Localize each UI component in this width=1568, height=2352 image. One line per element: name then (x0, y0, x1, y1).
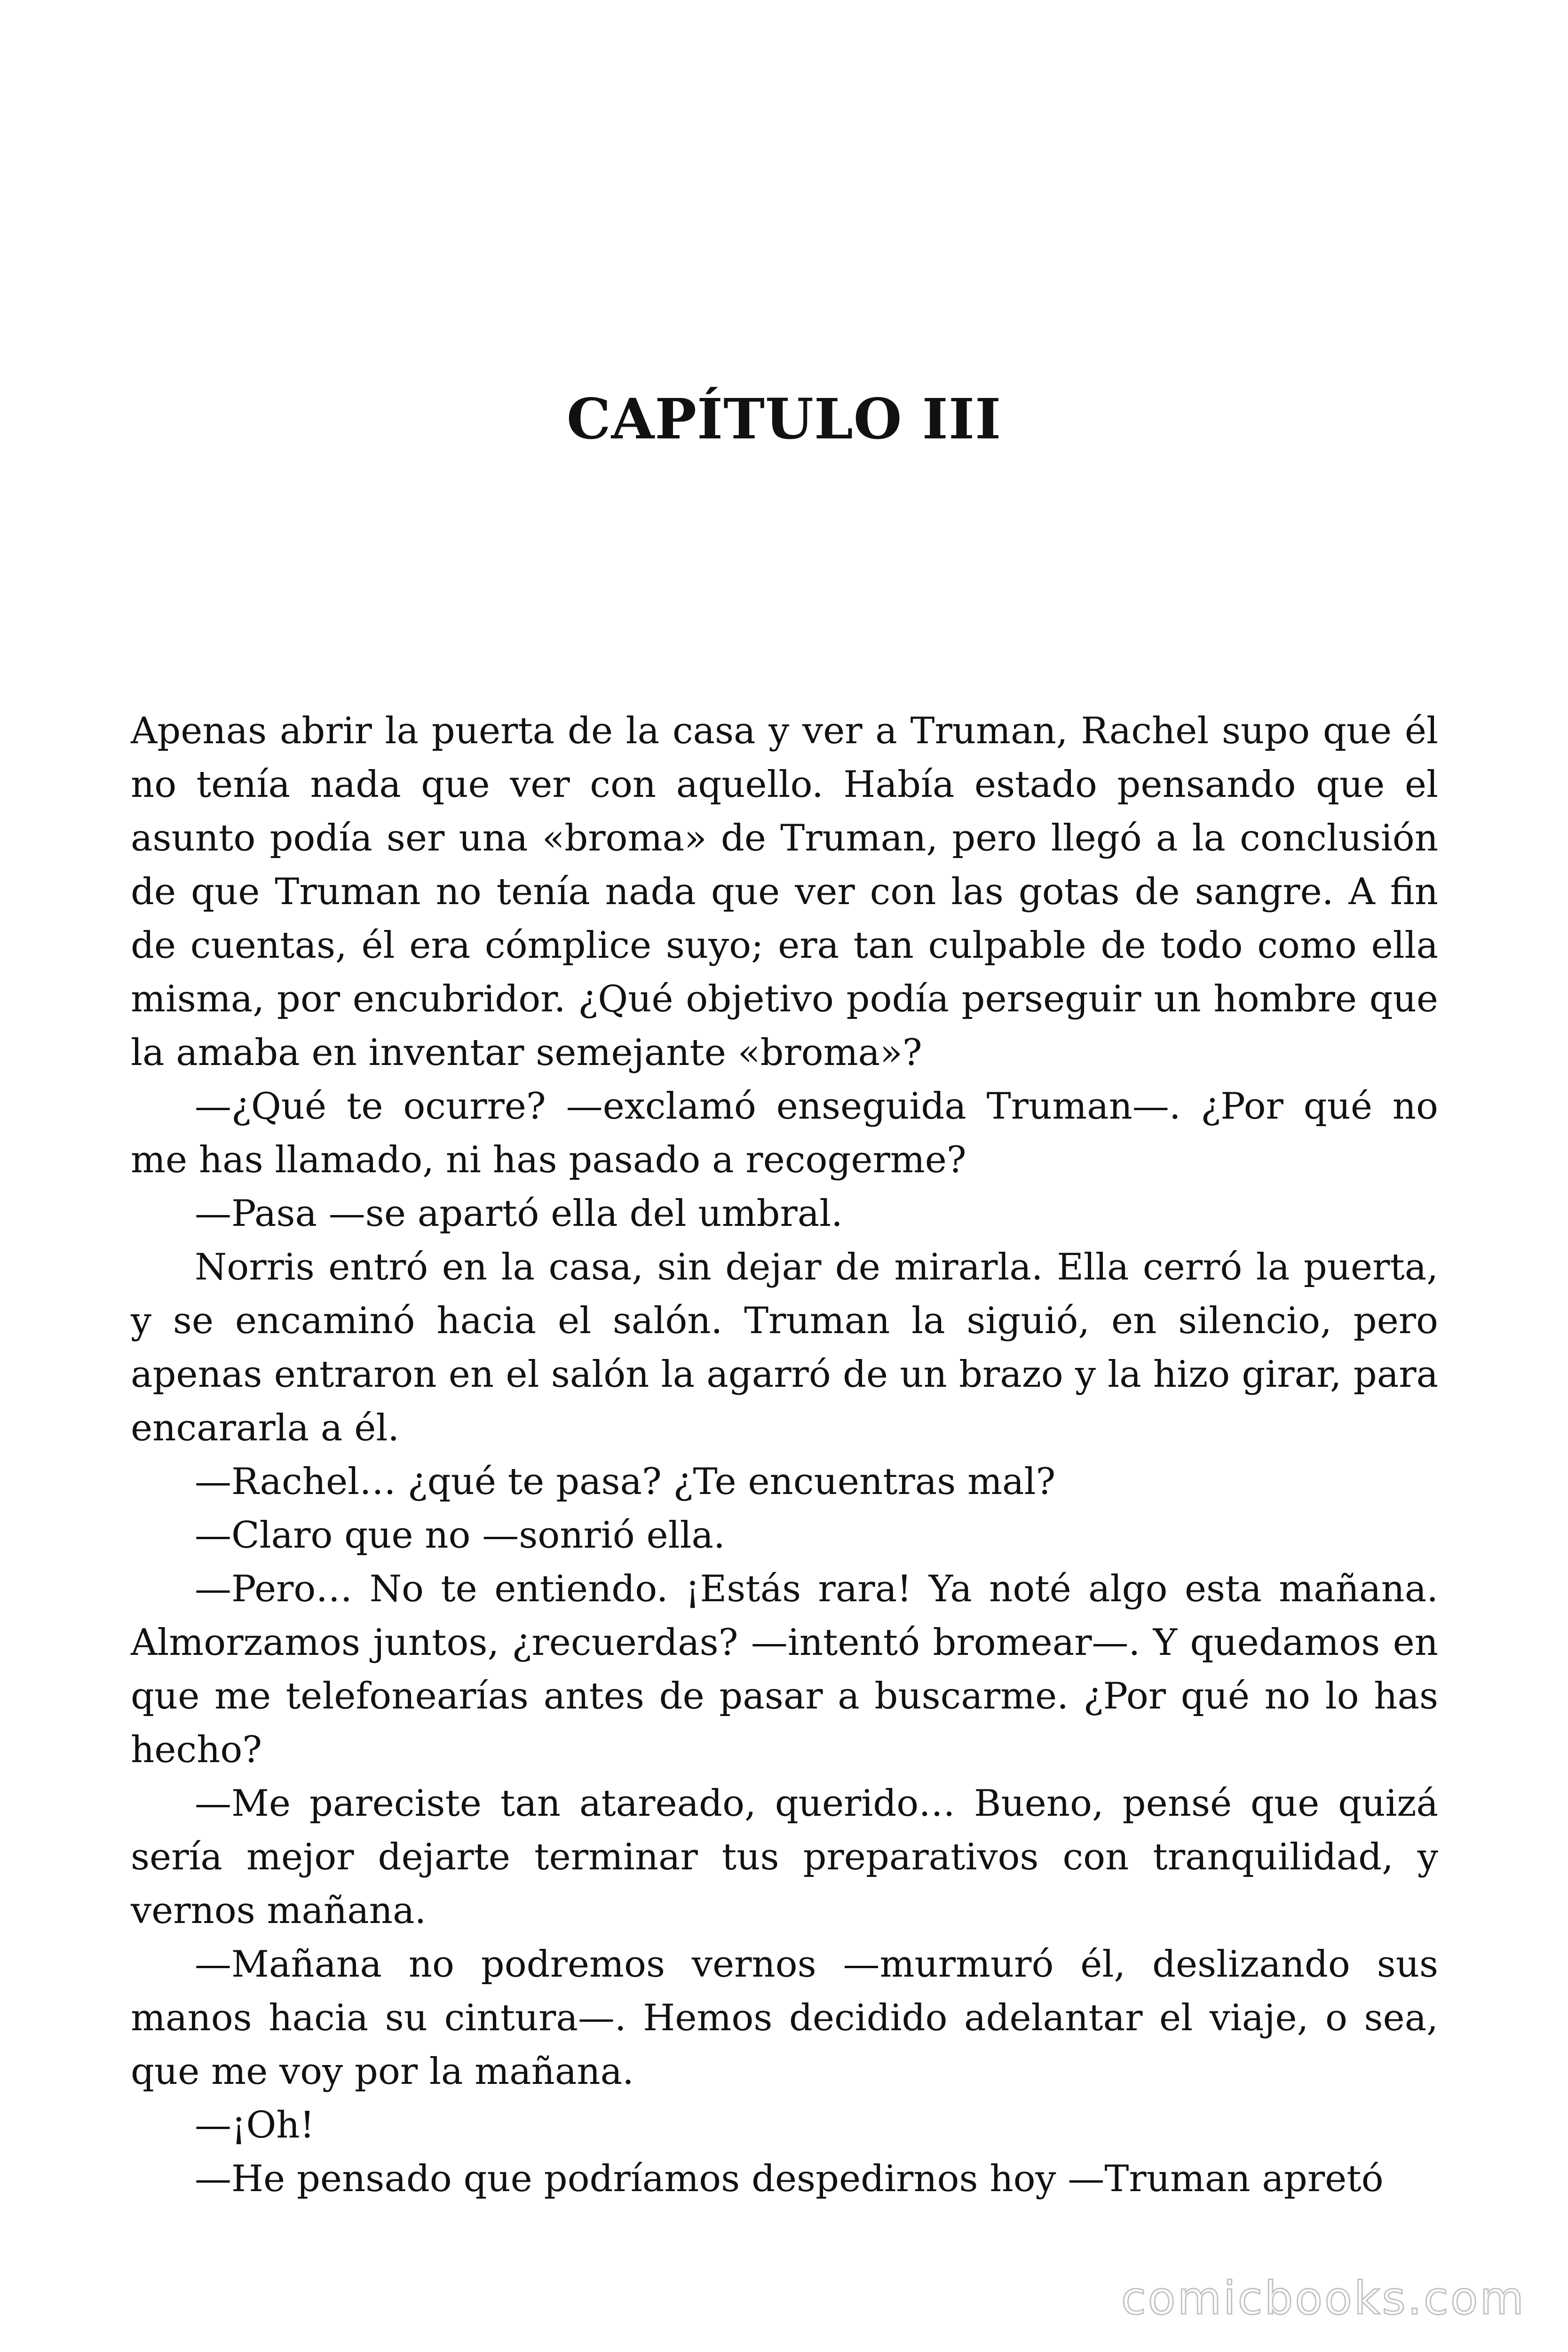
paragraph: —Claro que no —sonrió ella. (195, 1514, 725, 1557)
paragraph: —Pero… No te entiendo. ¡Estás rara! Ya noté algo esta mañana. Almorzamos juntos, ¿recuerdas? —intentó bromear—. Y quedamos en que me telefonearías antes de pasar a buscarme. ¿Por qué no lo has hecho? (131, 1568, 1438, 1771)
paragraph: —Mañana no podremos vernos —murmuró él, deslizando sus manos hacia su cintura—. Hemos decidido adelantar el viaje, o sea, que me voy por la mañana. (131, 1943, 1438, 2093)
paragraph: —Pasa —se apartó ella del umbral. (195, 1192, 843, 1235)
paragraph: —Rachel… ¿qué te pasa? ¿Te encuentras mal? (195, 1461, 1056, 1503)
watermark: comicbooks.com (1121, 2272, 1526, 2325)
paragraph: —He pensado que podríamos despedirnos hoy —Truman apretó (195, 2158, 1384, 2200)
paragraph: Apenas abrir la puerta de la casa y ver a Truman, Rachel supo que él no tenía nada que ver con aquello. Había estado pensando que el asunto podía ser una «broma» de Truman, pero llegó a la conclusión de que Truman no tenía nada que ver con las gotas de sangre. A fin de cuentas, él era cómplice suyo; era tan culpable de todo como ella misma, por encubridor. ¿Qué objetivo podía perseguir un hombre que la amaba en inventar semejante «broma»? (131, 710, 1438, 1074)
paragraph: —¿Qué te ocurre? —exclamó enseguida Truman—. ¿Por qué no me has llamado, ni has pasado a recogerme? (131, 1085, 1438, 1181)
paragraph: —Me pareciste tan atareado, querido… Bueno, pensé que quizá sería mejor dejarte terminar tus preparativos con tranquilidad, y vernos mañana. (131, 1782, 1438, 1932)
chapter-title: CAPÍTULO III (566, 386, 1002, 452)
chapter-body (131, 704, 1438, 2206)
paragraph: —¡Oh! (195, 2104, 315, 2146)
paragraph: Norris entró en la casa, sin dejar de mirarla. Ella cerró la puerta, y se encaminó hacia el salón. Truman la siguió, en silencio, pero apenas entraron en el salón la agarró de un brazo y la hizo girar, para encararla a él. (131, 1246, 1438, 1449)
